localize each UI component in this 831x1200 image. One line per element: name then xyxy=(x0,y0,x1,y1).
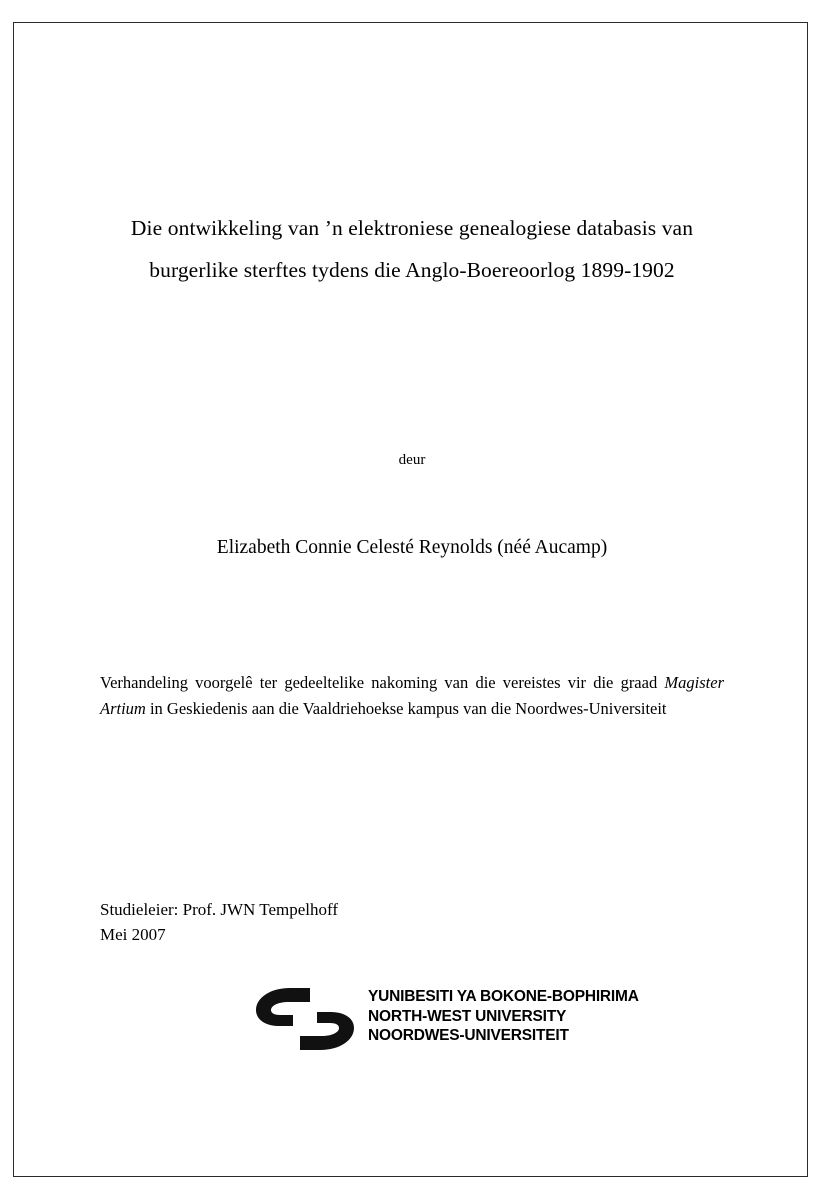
title-line-1: Die ontwikkeling van ’n elektroniese genealogiese databasis van xyxy=(130,216,694,240)
submission-paragraph xyxy=(100,670,724,722)
submission-part-1: Verhandeling voorgelê ter gedeeltelike nakoming van die vereistes vir die graad xyxy=(100,673,665,692)
by-label: deur xyxy=(398,452,426,468)
logo-text-line-1: YUNIBESITI YA BOKONE-BOPHIRIMA xyxy=(368,988,639,1005)
north-west-university-logo-icon xyxy=(246,986,364,1052)
university-logo xyxy=(246,982,666,1062)
page-title xyxy=(96,207,728,291)
submission-part-2: in Geskiedenis aan die Vaaldriehoekse kampus van die Noordwes-Universiteit xyxy=(145,699,667,718)
supervisor-block xyxy=(100,897,724,947)
logo-text-line-3: NOORDWES-UNIVERSITEIT xyxy=(368,1027,569,1044)
date-line: Mei 2007 xyxy=(100,925,166,944)
page-content xyxy=(96,22,728,1177)
title-line-2: burgerlike sterftes tydens die Anglo-Boereoorlog 1899-1902 xyxy=(149,258,675,282)
author-name: Elizabeth Connie Celesté Reynolds (néé Aucamp) xyxy=(216,537,608,558)
submission-statement xyxy=(100,670,724,722)
university-logo-text xyxy=(368,987,639,1046)
degree-name: Magister Artium xyxy=(100,673,724,718)
supervisor-line: Studieleier: Prof. JWN Tempelhoff xyxy=(100,900,339,919)
logo-text-line-2: NORTH-WEST UNIVERSITY xyxy=(368,1007,567,1025)
